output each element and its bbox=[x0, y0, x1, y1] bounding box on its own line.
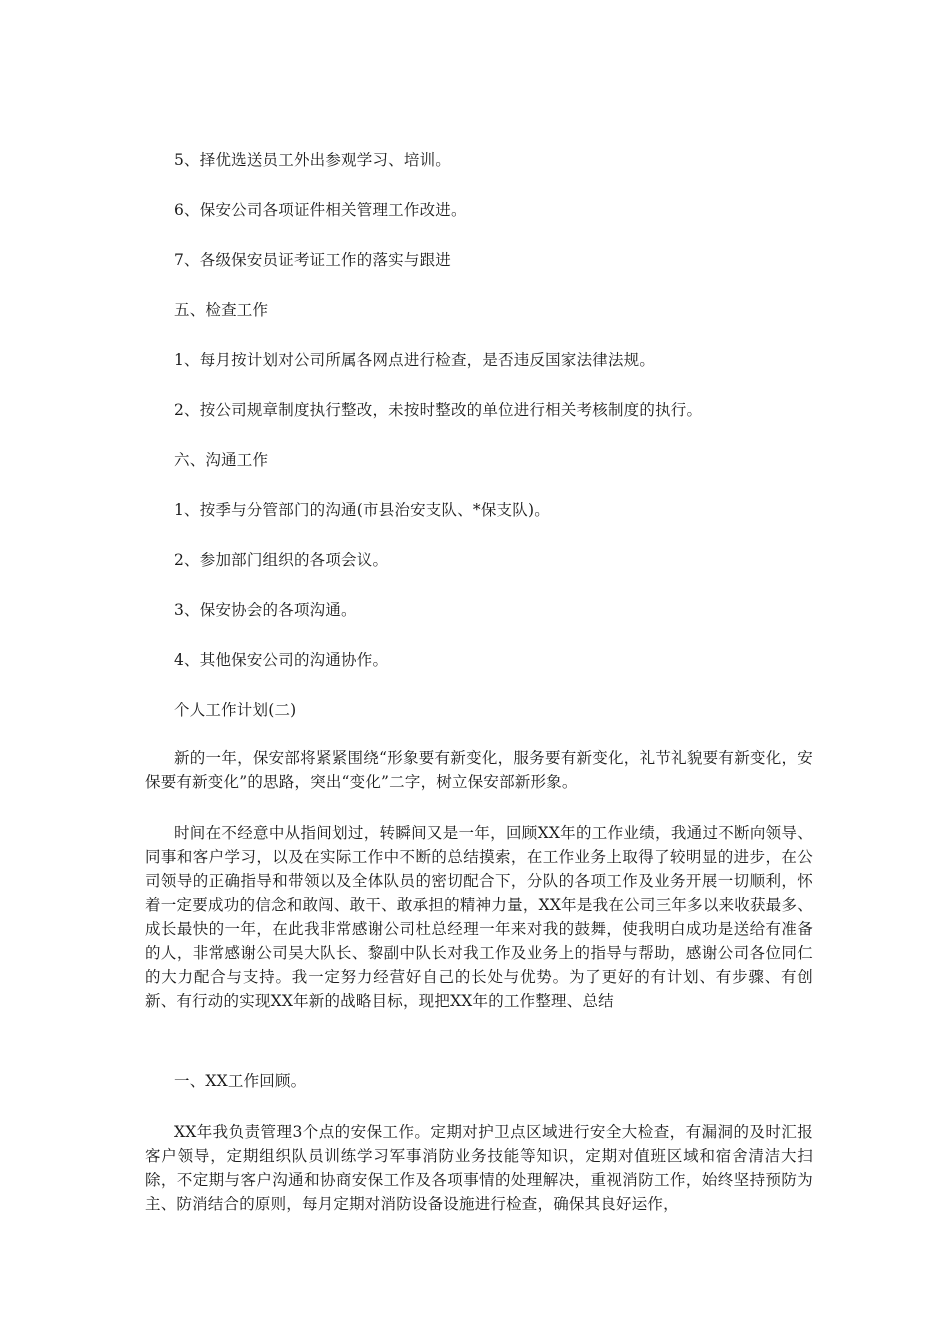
section-heading-inspection: 五、检查工作 bbox=[174, 301, 269, 319]
section-heading-review: 一、XX工作回顾。 bbox=[174, 1072, 307, 1090]
paragraph-security-work: XX年我负责管理3个点的安保工作。定期对护卫点区域进行安全大检查，有漏洞的及时汇报客户领导，定期组织队员训练学习军事消防业务技能等知识，定期对值班区域和宿舍清洁大扫除，不定期与客户沟通和协商安保工作及各项事情的处理解决，重视消防工作，始终坚持预防为主、防消结合的原则，每月定期对消防设备设施进行检查，确保其良好运作， bbox=[145, 1123, 813, 1213]
list-item-5: 5、择优选送员工外出参观学习、培训。 bbox=[174, 151, 451, 169]
list-item-7: 7、各级保安员证考证工作的落实与跟进 bbox=[174, 251, 451, 269]
list-item-communication-1: 1、按季与分管部门的沟通(市县治安支队、*保支队)。 bbox=[174, 501, 550, 519]
subtitle-personal-plan-2: 个人工作计划(二) bbox=[174, 701, 297, 719]
list-item-inspection-2: 2、按公司规章制度执行整改，未按时整改的单位进行相关考核制度的执行。 bbox=[174, 401, 703, 419]
paragraph-intro: 新的一年，保安部将紧紧围绕“形象要有新变化，服务要有新变化，礼节礼貌要有新变化，安保要有新变化”的思路，突出“变化”二字，树立保安部新形象。 bbox=[145, 749, 813, 791]
list-item-6: 6、保安公司各项证件相关管理工作改进。 bbox=[174, 201, 467, 219]
paragraph-review: 时间在不经意中从指间划过，转瞬间又是一年，回顾XX年的工作业绩，我通过不断向领导、同事和客户学习，以及在实际工作中不断的总结摸索，在工作业务上取得了较明显的进步，在公司领导的正确指导和带领以及全体队员的密切配合下，分队的各项工作及业务开展一切顺利，怀着一定要成功的信念和敢闯、敢干、敢承担的精神力量，XX年是我在公司三年多以来收获最多、成长最快的一年，在此我非常感谢公司杜总经理一年来对我的鼓舞，使我明白成功是送给有准备的人，非常感谢公司吴大队长、黎副中队长对我工作及业务上的指导与帮助，感谢公司各位同仁的大力配合与支持。我一定努力经营好自己的长处与优势。为了更好的有计划、有步骤、有创新、有行动的实现XX年新的战略目标，现把XX年的工作整理、总结 bbox=[145, 824, 813, 1010]
list-item-communication-4: 4、其他保安公司的沟通协作。 bbox=[174, 651, 389, 669]
list-item-communication-3: 3、保安协会的各项沟通。 bbox=[174, 601, 357, 619]
list-item-communication-2: 2、参加部门组织的各项会议。 bbox=[174, 551, 389, 569]
section-heading-communication: 六、沟通工作 bbox=[174, 451, 269, 469]
list-item-inspection-1: 1、每月按计划对公司所属各网点进行检查，是否违反国家法律法规。 bbox=[174, 351, 656, 369]
